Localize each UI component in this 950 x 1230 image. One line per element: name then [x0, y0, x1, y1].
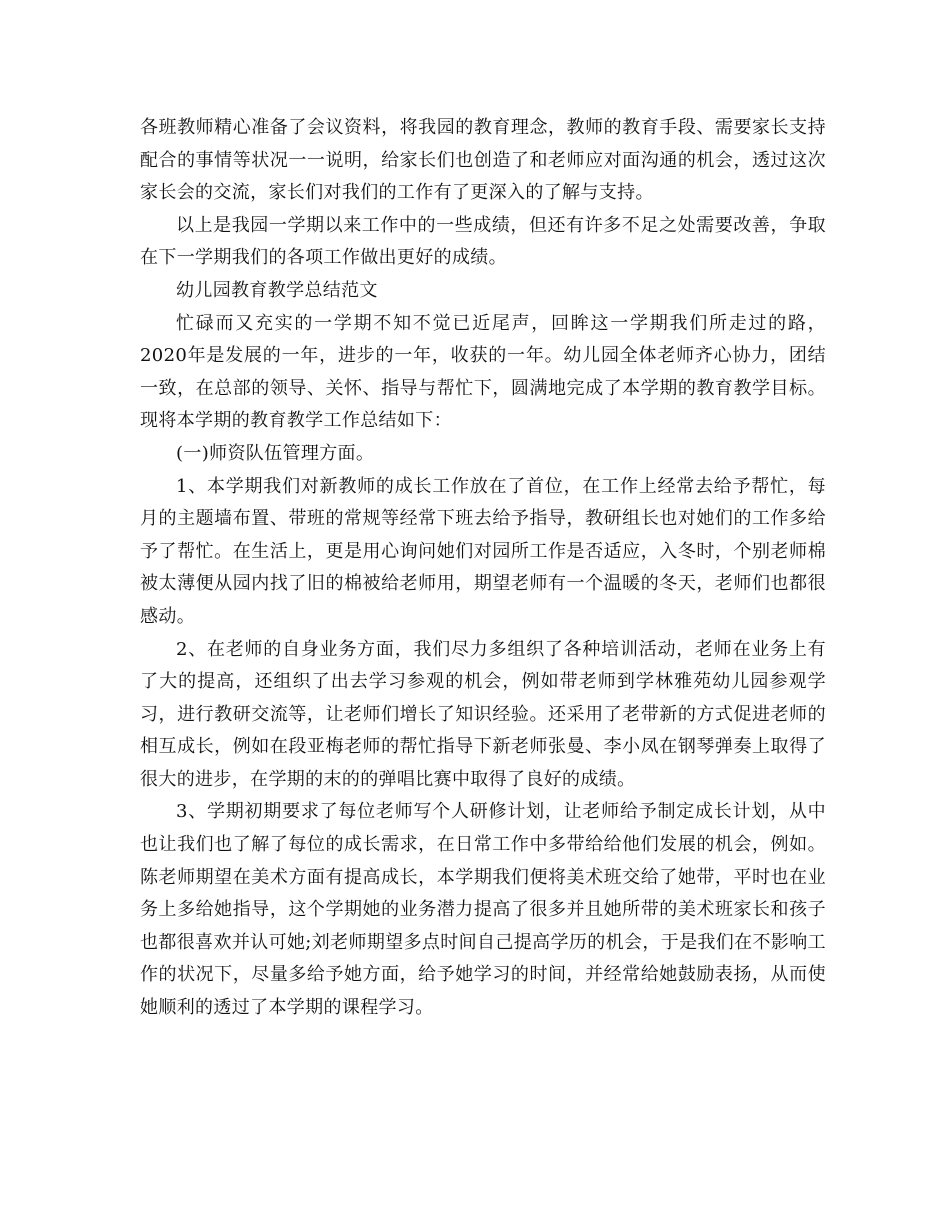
paragraph-parent-meeting: 各班教师精心准备了会议资料，将我园的教育理念，教师的教育手段、需要家长支持配合的事情等状况一一说明，给家长们也创造了和老师应对面沟通的机会，透过这次家长会的交流，家长们对我们的工作有了更深入的了解与支持。: [140, 117, 826, 204]
subsection-heading: (一)师资队伍管理方面。: [176, 442, 375, 464]
paragraph-item-1: 1、本学期我们对新教师的成长工作放在了首位，在工作上经常去给予帮忙，每月的主题墙布置、带班的常规等经常下班去给予指导，教研组长也对她们的工作多给予了帮忙。在生活上，更是用心询问她们对园所工作是否适应，入冬时，个别老师棉被太薄便从园内找了旧的棉被给老师用，期望老师有一个温暖的冬天，老师们也都很感动。: [140, 475, 826, 627]
paragraph-introduction: 忙碌而又充实的一学期不知不觉已近尾声，回眸这一学期我们所走过的路，2020年是发展的一年，进步的一年，收获的一年。幼儿园全体老师齐心协力，团结一致，在总部的领导、关怀、指导与帮忙下，圆满地完成了本学期的教育教学目标。现将本学期的教育教学工作总结如下：: [140, 312, 826, 432]
document-body: [140, 112, 826, 1025]
paragraph-item-2: 2、在老师的自身业务方面，我们尽力多组织了各种培训活动，老师在业务上有了大的提高，还组织了出去学习参观的机会，例如带老师到学林雅苑幼儿园参观学习，进行教研交流等，让老师们增长了知识经验。还采用了老带新的方式促进老师的相互成长，例如在段亚梅老师的帮忙指导下新老师张曼、李小凤在钢琴弹奏上取得了很大的进步，在学期的末的的弹唱比赛中取得了良好的成绩。: [140, 638, 826, 790]
section-title: 幼儿园教育教学总结范文: [176, 279, 378, 301]
paragraph-semester-summary: 以上是我园一学期以来工作中的一些成绩，但还有许多不足之处需要改善，争取在下一学期我们的各项工作做出更好的成绩。: [140, 214, 826, 269]
paragraph-item-3: 3、学期初期要求了每位老师写个人研修计划，让老师给予制定成长计划，从中也让我们也了解了每位的成长需求，在日常工作中多带给给他们发展的机会，例如。陈老师期望在美术方面有提高成长，本学期我们便将美术班交给了她带，平时也在业务上多给她指导，这个学期她的业务潜力提高了很多并且她所带的美术班家长和孩子也都很喜欢并认可她;刘老师期望多点时间自己提高学历的机会，于是我们在不影响工作的状况下，尽量多给予她方面，给予她学习的时间，并经常给她鼓励表扬，从而使她顺利的透过了本学期的课程学习。: [140, 801, 826, 1019]
